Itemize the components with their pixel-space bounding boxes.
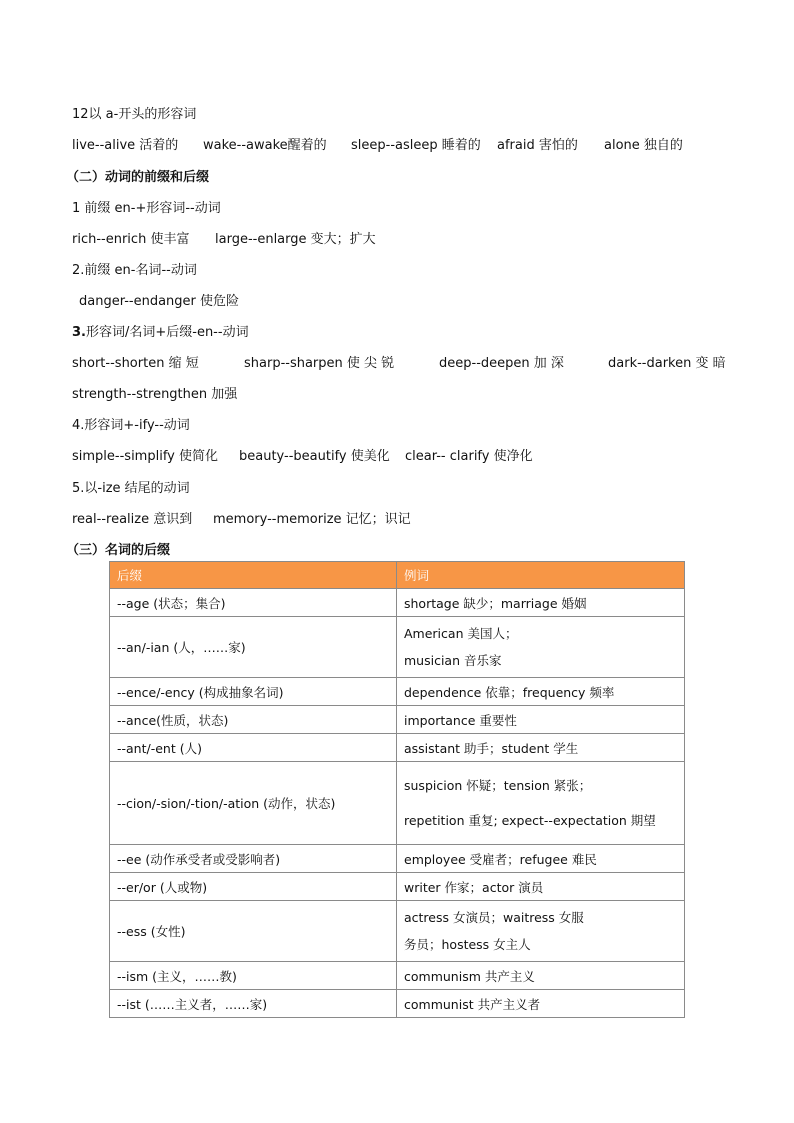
column-header-suffix: 后缀 bbox=[110, 562, 397, 589]
heading-text: 形容词/名词+后缀-en--动词 bbox=[85, 325, 249, 340]
example-line: American 美国人； bbox=[404, 626, 518, 641]
example-item: real--realize 意识到 bbox=[72, 512, 193, 527]
table-row bbox=[110, 873, 685, 901]
example-item: rich--enrich 使丰富 bbox=[72, 232, 190, 247]
table-row bbox=[110, 734, 685, 762]
table-row bbox=[110, 990, 685, 1018]
example-item: sleep--asleep 睡着的 bbox=[351, 138, 481, 153]
suffix-cell: --ism (主义，……教) bbox=[110, 962, 397, 990]
example-item: beauty--beautify 使美化 bbox=[239, 449, 390, 464]
example-line: 务员；hostess 女主人 bbox=[404, 937, 531, 952]
examples-cell: writer 作家；actor 演员 bbox=[397, 873, 685, 901]
suffix-cell: --ee (动作承受者或受影响者) bbox=[110, 845, 397, 873]
example-item: dark--darken 变 暗 bbox=[608, 356, 726, 371]
section-title-verb-affixes: （二）动词的前缀和后缀 bbox=[66, 170, 210, 185]
example-line: repetition 重复; expect--expectation 期望 bbox=[404, 813, 656, 828]
examples-cell: assistant 助手；student 学生 bbox=[397, 734, 685, 762]
table-row bbox=[110, 845, 685, 873]
example-line: suspicion 怀疑；tension 紧张； bbox=[404, 778, 592, 793]
heading-suffix-ize: 5.以-ize 结尾的动词 bbox=[72, 481, 190, 496]
table-row bbox=[110, 901, 685, 962]
table-row bbox=[110, 706, 685, 734]
section-title-noun-suffixes: （三）名词的后缀 bbox=[66, 543, 171, 558]
heading-a-adjectives: 12以 a-开头的形容词 bbox=[72, 107, 197, 122]
suffix-en-line bbox=[72, 352, 732, 370]
suffix-cell: --cion/-sion/-tion/-ation (动作，状态) bbox=[110, 762, 397, 845]
example-item: sharp--sharpen 使 尖 锐 bbox=[244, 356, 395, 371]
noun-suffix-table bbox=[109, 561, 685, 1018]
examples-cell: importance 重要性 bbox=[397, 706, 685, 734]
examples-cell: dependence 依靠；frequency 频率 bbox=[397, 678, 685, 706]
heading-number: 3. bbox=[72, 325, 86, 340]
example-item: alone 独自的 bbox=[604, 138, 683, 153]
example-line: actress 女演员；waitress 女服 bbox=[404, 910, 584, 925]
example-item: short--shorten 缩 短 bbox=[72, 356, 199, 371]
table-row bbox=[110, 617, 685, 678]
suffix-cell: --an/-ian (人，……家) bbox=[110, 617, 397, 678]
examples-cell bbox=[397, 901, 685, 962]
suffix-cell: --ence/-ency (构成抽象名词) bbox=[110, 678, 397, 706]
example-item: danger--endanger 使危险 bbox=[79, 294, 240, 309]
examples-cell: employee 受雇者；refugee 难民 bbox=[397, 845, 685, 873]
example-item: afraid 害怕的 bbox=[497, 138, 578, 153]
table-row bbox=[110, 678, 685, 706]
table-row bbox=[110, 589, 685, 617]
suffix-cell: --ist (……主义者，……家) bbox=[110, 990, 397, 1018]
suffix-cell: --ant/-ent (人) bbox=[110, 734, 397, 762]
a-adjectives-line bbox=[72, 134, 712, 152]
example-item: wake--awake醒着的 bbox=[203, 138, 327, 153]
example-item: deep--deepen 加 深 bbox=[439, 356, 564, 371]
heading-prefix-en-noun: 2.前缀 en-名词--动词 bbox=[72, 263, 197, 278]
suffix-ize-line bbox=[72, 508, 712, 526]
examples-cell: shortage 缺少；marriage 婚姻 bbox=[397, 589, 685, 617]
table-row bbox=[110, 962, 685, 990]
suffix-ify-line bbox=[72, 445, 712, 463]
prefix-en-adj-line bbox=[72, 228, 712, 246]
examples-cell bbox=[397, 617, 685, 678]
example-item: simple--simplify 使简化 bbox=[72, 449, 218, 464]
examples-cell bbox=[397, 762, 685, 845]
table-header-row bbox=[110, 562, 685, 589]
examples-cell: communism 共产主义 bbox=[397, 962, 685, 990]
examples-cell: communist 共产主义者 bbox=[397, 990, 685, 1018]
example-item: clear-- clarify 使净化 bbox=[405, 449, 533, 464]
heading-suffix-en bbox=[72, 321, 249, 340]
table-row bbox=[110, 762, 685, 845]
column-header-examples: 例词 bbox=[397, 562, 685, 589]
suffix-cell: --ess (女性) bbox=[110, 901, 397, 962]
example-item: live--alive 活着的 bbox=[72, 138, 179, 153]
example-item: strength--strengthen 加强 bbox=[72, 387, 238, 402]
example-item: large--enlarge 变大；扩大 bbox=[215, 232, 376, 247]
suffix-cell: --ance(性质，状态) bbox=[110, 706, 397, 734]
suffix-cell: --er/or (人或物) bbox=[110, 873, 397, 901]
heading-prefix-en-adj: 1 前缀 en-+形容词--动词 bbox=[72, 201, 221, 216]
example-item: memory--memorize 记忆；识记 bbox=[213, 512, 411, 527]
example-line: musician 音乐家 bbox=[404, 653, 502, 668]
suffix-cell: --age (状态；集合) bbox=[110, 589, 397, 617]
heading-suffix-ify: 4.形容词+-ify--动词 bbox=[72, 418, 190, 433]
